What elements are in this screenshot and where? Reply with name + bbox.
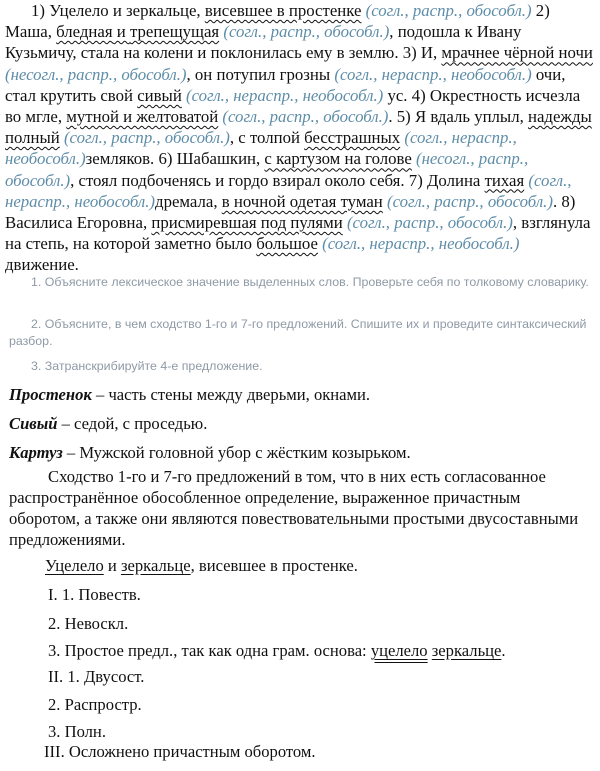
annotation: (согл., распр., обособл.) xyxy=(342,213,513,233)
sentence-text: 2) Маша, xyxy=(5,1,550,42)
sentence-text: , висевшее в простенке. xyxy=(190,556,358,575)
sentence-text: 8) Василиса Егоровна, xyxy=(5,191,576,233)
predicate: Уцелело xyxy=(45,556,104,575)
definition-text: – Мужской головной убор с жёстким козырьком. xyxy=(62,443,411,462)
parse-line: III. Осложнено причастным оборотом. xyxy=(44,742,316,761)
annotation: (согл., распр., обособл.) xyxy=(218,107,389,127)
highlighted-definition: висевшее в простенке xyxy=(204,1,362,20)
similarity-paragraph: Сходство 1-го и 7-го предложений в том, что в них есть согласованное распространённое обособленное определение, выраженное причастным оборотом, а также они являются повествовательными простыми двусоставными предложениями. xyxy=(9,467,579,549)
highlighted-definition: бесстрашных xyxy=(304,128,401,148)
sentence-text: , взглянула на степь, на которой заметно было xyxy=(5,213,591,254)
annotation: (согл., нераспр., необособл.) xyxy=(334,64,532,84)
annotation: (согл., нераспр., необособл.) xyxy=(5,128,517,169)
task-2: 2. Объясните, в чем сходство 1-го и 7-го предложений. Спишите их и проведите синтаксический разбор. xyxy=(9,317,587,348)
annotation: (согл., нераспр., необособл.) xyxy=(181,85,384,105)
highlighted-definition: присмиревшая под пулями xyxy=(151,213,343,233)
definition-text: – часть стены между дверьми, окнами. xyxy=(91,385,371,404)
sentence-text: , стоял подбоченясь и гордо взирал около себя. xyxy=(70,170,409,190)
sentence-text: дремала, xyxy=(155,191,222,211)
subject: зеркальце xyxy=(431,641,502,660)
highlighted-definition: мутной и желтоватой xyxy=(66,107,219,127)
annotation: (согл., распр., обособл.) xyxy=(219,22,390,42)
definition-text: – седой, с проседью. xyxy=(57,414,208,433)
highlighted-definition: тихая xyxy=(484,170,525,190)
task-1: 1. Объясните лексическое значение выделенных слов. Проверьте себя по толковому словарику. xyxy=(31,275,589,289)
sentence-text: , с толпой xyxy=(229,128,305,148)
definition-term: Картуз xyxy=(9,443,63,462)
highlighted-definition: в ночной одетая туман xyxy=(221,191,383,211)
definition-row xyxy=(9,442,594,463)
definition-row xyxy=(9,384,594,405)
annotation: (несогл., распр., обособл.) xyxy=(5,149,529,190)
parse-line: 2. Распростр. xyxy=(48,695,142,714)
sentence-number: 1) xyxy=(31,1,50,20)
sentence-text: . xyxy=(388,107,397,127)
sentence-text: . xyxy=(552,191,562,211)
parsed-sentence xyxy=(45,555,600,576)
parse-line xyxy=(48,640,600,661)
highlighted-definition: мрачнее чёрной ночи xyxy=(441,43,593,63)
sentence-text: 5) Я вдаль уплыл, xyxy=(396,107,528,127)
sentence-text: 6) Шабашкин, xyxy=(158,149,265,169)
sentence-text: , подошла к Ивану Кузьмичу, стала на колени и поклонилась ему в землю. xyxy=(5,22,522,63)
predicate: уцелело xyxy=(370,641,428,660)
sentence-text: , он потупил грозны xyxy=(186,64,335,84)
word: и xyxy=(103,556,121,575)
sentence-text: 3) И, xyxy=(402,43,442,63)
sentence-text: очи, стал крутить свой xyxy=(5,64,566,105)
word: зеркальце xyxy=(126,1,197,20)
highlighted-definition: бледная xyxy=(56,22,113,42)
parse-line: I. 1. Повеств. xyxy=(48,585,141,604)
annotation: (согл., нераспр., необособл.) xyxy=(317,234,520,254)
punctuation: , xyxy=(196,1,205,20)
exercise-text xyxy=(5,0,597,276)
sentence-text: ус. xyxy=(383,85,412,105)
annotation: (несогл., распр., обособл.) xyxy=(5,64,187,84)
annotation: (согл., распр., обособл.) xyxy=(382,191,553,211)
parse-line: 2. Невоскл. xyxy=(48,614,129,633)
sentence-text: земляков. xyxy=(85,149,159,169)
annotation: (согл., распр., обособл.) xyxy=(59,128,230,148)
annotation: (согл., нераспр., необособл.) xyxy=(5,170,572,211)
punctuation: . xyxy=(501,641,506,660)
highlighted-definition: и xyxy=(112,22,130,42)
definition-term: Сивый xyxy=(9,414,58,433)
sentence-text: 7) Долина xyxy=(408,170,485,190)
parse-line: II. 1. Двусост. xyxy=(48,667,145,686)
annotation: (согл., распр., обособл.) xyxy=(361,1,532,20)
highlighted-definition: надежды полный xyxy=(5,107,592,148)
word: и xyxy=(108,1,126,20)
parse-text: 3. Простое предл., так как одна грам. основа: xyxy=(48,641,371,660)
parse-line: 3. Полн. xyxy=(48,722,106,741)
subject: зеркальце xyxy=(120,556,191,575)
highlighted-definition: большое xyxy=(256,234,318,254)
highlighted-definition: сивый xyxy=(137,85,182,105)
task-3: 3. Затранскрибируйте 4-е предложение. xyxy=(31,359,263,373)
highlighted-definition: с картузом на голове xyxy=(264,149,412,169)
word: Уцелело xyxy=(49,1,109,20)
definition-row xyxy=(9,413,594,434)
definition-term: Простенок xyxy=(9,385,92,404)
sentence-text: движение. xyxy=(5,255,79,275)
highlighted-definition: трепещущая xyxy=(129,22,220,42)
sentence-text: 4) Окрестность исчезла во мгле, xyxy=(5,85,581,127)
